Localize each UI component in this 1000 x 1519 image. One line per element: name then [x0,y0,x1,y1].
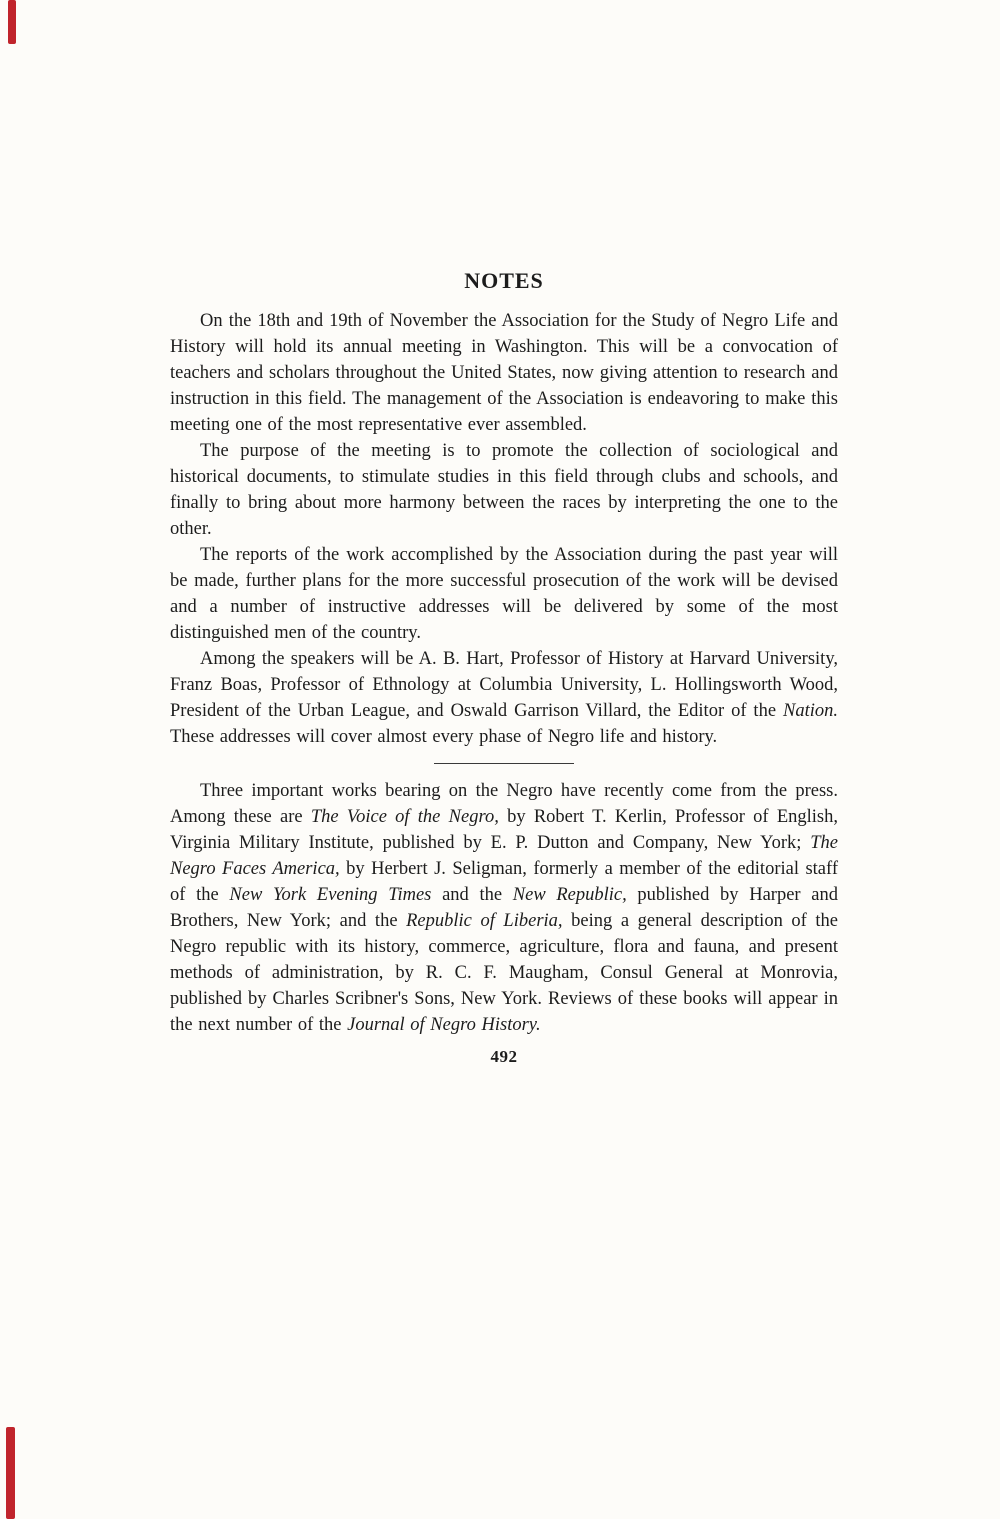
paragraph [170,438,838,542]
paragraph [170,542,838,646]
text-run: by Robert T. Kerlin, Professor of English, Virginia Military Institute, published by E. P. Dutton and Company, New York; [170,807,838,853]
page-title: NOTES [464,268,544,293]
italic-text-run: Republic of Liberia, [406,911,563,931]
paragraph [170,308,838,438]
italic-text-run: New York Evening Times [229,885,432,905]
text-run: by Herbert J. Seligman, formerly a member of the editorial staff of the [170,859,838,905]
scan-edge-artifact-top [8,0,16,44]
text-run: Three important works bearing on the Negro have recently come from the press. Among these are [170,781,838,827]
italic-text-run: The Negro Faces America, [170,833,838,879]
text-run: and the [431,885,513,905]
text-run: Among the speakers will be A. B. Hart, Professor of History at Harvard University, Franz Boas, Professor of Ethnology at Columbia University, L. Hollingsworth Wood, President of the Urban League, and Oswald Garrison Villard, the Editor of the [170,649,838,721]
paragraph [170,646,838,750]
text-run: published by Harper and Brothers, New York; and the [170,885,838,931]
paragraph [170,778,838,1038]
italic-text-run: The Voice of the Negro, [310,807,499,827]
section-association-notes [170,308,838,750]
italic-text-run: New Republic, [512,885,627,905]
section-book-notices [170,778,838,1038]
text-run: The purpose of the meeting is to promote the collection of sociological and historical documents, to stimulate studies in this field through clubs and schools, and finally to bring about more harmony between the races by interpreting the one to the other. [170,441,838,539]
text-block [170,0,838,1067]
italic-text-run: Nation. [783,701,838,721]
section-divider [434,763,574,764]
italic-text-run: Journal of Negro History. [347,1015,541,1035]
page-number: 492 [490,1047,518,1066]
scan-edge-artifact-bottom [6,1427,15,1519]
text-run: The reports of the work accomplished by the Association during the past year will be made, further plans for the more successful prosecution of the work will be devised and a number of instructive addresses will be delivered by some of the most distinguished men of the country. [170,545,838,643]
text-run: On the 18th and 19th of November the Association for the Study of Negro Life and History will hold its annual meeting in Washington. This will be a convocation of teachers and scholars throughout the United States, now giving attention to research and instruction in this field. The management of the Association is endeavoring to make this meeting one of the most representative ever assembled. [170,311,838,435]
text-run: being a general description of the Negro republic with its history, commerce, agriculture, flora and fauna, and present methods of administration, by R. C. F. Maugham, Consul General at Monrovia, published by Charles Scribner's Sons, New York. Reviews of these books will appear in the next number of the [170,911,839,1035]
text-run: These addresses will cover almost every phase of Negro life and history. [170,727,718,747]
